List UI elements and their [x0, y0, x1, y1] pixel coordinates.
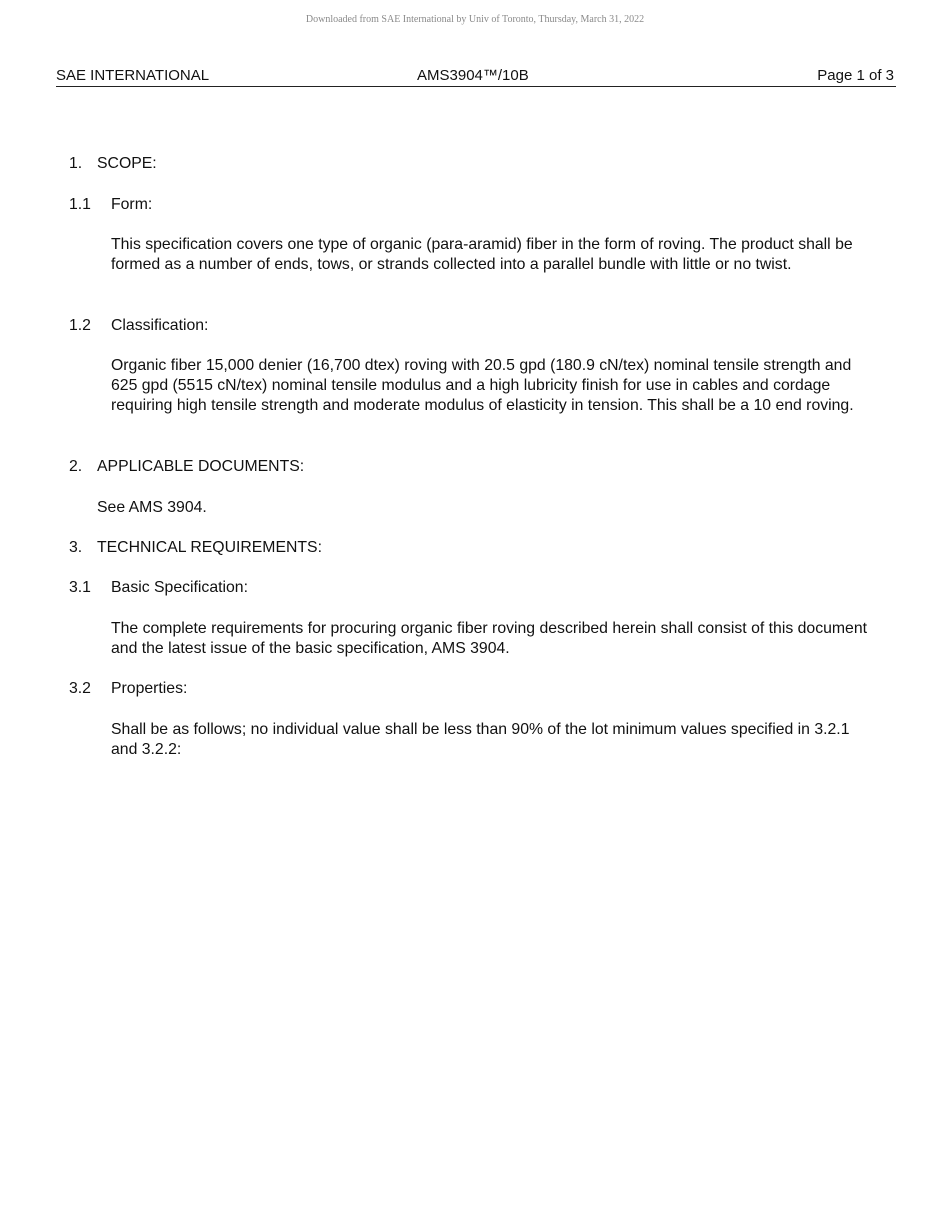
section-3-heading: TECHNICAL REQUIREMENTS:	[97, 539, 322, 556]
header-document-number: AMS3904™/10B	[417, 67, 529, 84]
section-1-1-number: 1.1	[69, 196, 91, 213]
section-1-2-number: 1.2	[69, 317, 91, 334]
section-3-2-heading: Properties:	[111, 680, 188, 697]
section-3-2-number: 3.2	[69, 680, 91, 697]
section-1-1-heading: Form:	[111, 196, 153, 213]
header-page-number: Page 1 of 3	[817, 67, 894, 84]
section-3-1-number: 3.1	[69, 579, 91, 596]
page-header	[56, 66, 896, 87]
section-1-2-heading: Classification:	[111, 317, 209, 334]
section-3-1-heading: Basic Specification:	[111, 579, 248, 596]
section-1-number: 1.	[69, 155, 83, 172]
section-1-1-paragraph: This specification covers one type of organic (para-aramid) fiber in the form of roving. The product shall be formed as a number of ends, tows, or strands collected into a parallel bundle with little or no twist.	[111, 236, 853, 274]
header-organization: SAE INTERNATIONAL	[56, 67, 210, 84]
section-2-paragraph: See AMS 3904.	[97, 499, 207, 516]
section-3-number: 3.	[69, 539, 83, 556]
section-2-number: 2.	[69, 458, 83, 475]
section-3-2-paragraph: Shall be as follows; no individual value shall be less than 90% of the lot minimum values specified in 3.2.1 and 3.2.2:	[111, 721, 850, 759]
section-1-heading: SCOPE:	[97, 155, 157, 172]
section-2-heading: APPLICABLE DOCUMENTS:	[97, 458, 305, 475]
section-1-2-paragraph: Organic fiber 15,000 denier (16,700 dtex) roving with 20.5 gpd (180.9 cN/tex) nominal tensile strength and 625 gpd (5515 cN/tex) nominal tensile modulus and a high lubricity finish for use in cables and cordage requiring high tensile strength and moderate modulus of elasticity in tension. This shall be a 10 end roving.	[111, 357, 854, 415]
section-3-1-paragraph: The complete requirements for procuring organic fiber roving described herein shall consist of this document and the latest issue of the basic specification, AMS 3904.	[111, 620, 867, 658]
download-watermark: Downloaded from SAE International by Univ of Toronto, Thursday, March 31, 2022	[305, 14, 645, 25]
